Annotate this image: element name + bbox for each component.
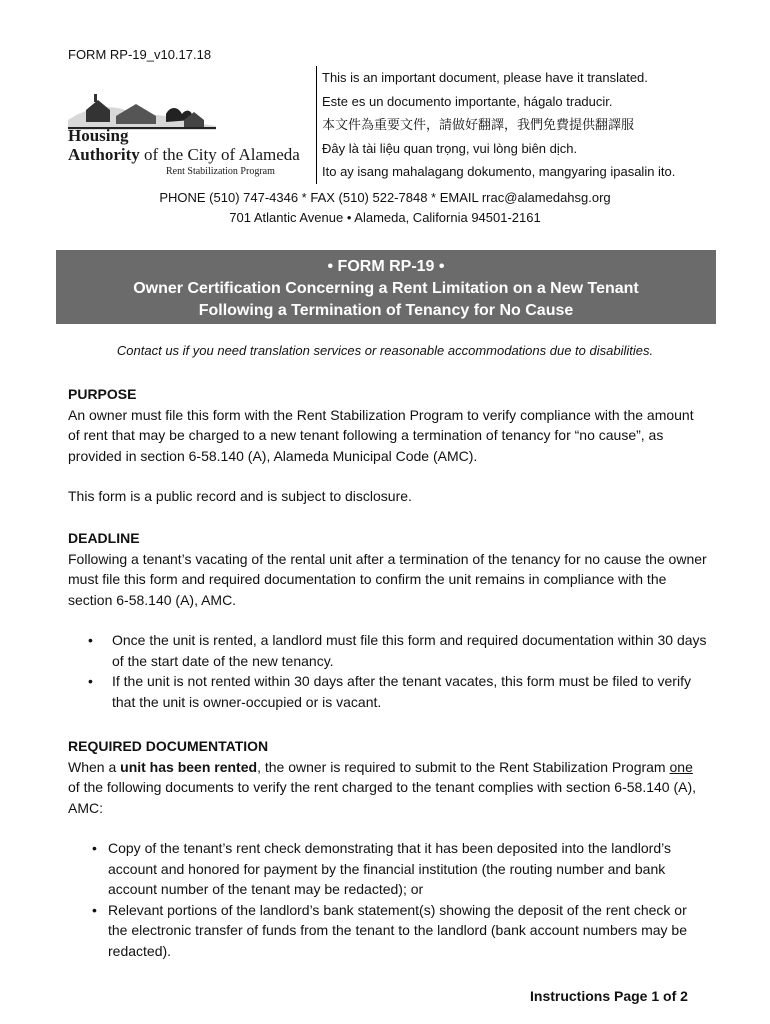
intro-text-underline: one: [669, 758, 693, 775]
translation-english: This is an important document, please have it translated.: [322, 70, 648, 85]
deadline-heading: DEADLINE: [68, 530, 140, 546]
bullet-icon: •: [92, 901, 97, 918]
list-item-text: Relevant portions of the landlord’s bank statement(s) showing the deposit of the rent check or the electronic transfer of funds from the tenant to the landlord (bank account numbers may be redacted).: [108, 901, 687, 959]
list-item: [68, 900, 708, 962]
public-record-text: This form is a public record and is subject to disclosure.: [68, 488, 412, 504]
org-program-name: Rent Stabilization Program: [166, 166, 275, 177]
form-title-line2: Following a Termination of Tenancy for No Cause: [198, 302, 574, 319]
intro-text-b: , the owner is required to submit to the Rent Stabilization Program: [257, 758, 670, 775]
required-docs-bullet-list: [68, 838, 708, 961]
bullet-icon: •: [88, 673, 93, 689]
list-item-text: If the unit is not rented within 30 days after the tenant vacates, this form must be filed to verify that the unit is owner-occupied or is vacant.: [112, 673, 691, 710]
list-item: [68, 838, 708, 900]
bullet-icon: •: [92, 840, 97, 856]
intro-text-c: of the following documents to verify the rent charged to the tenant complies with section 6-58.140 (A), AMC:: [68, 779, 697, 816]
contact-phone-fax-email: PHONE (510) 747-4346 * FAX (510) 522-7848 * EMAIL rrac@alamedahsg.org: [159, 190, 611, 205]
org-name-city: of the City of Alameda: [139, 145, 300, 164]
list-item-text: Once the unit is rented, a landlord must file this form and required documentation within 30 days of the start date of the new tenancy.: [112, 632, 707, 669]
translation-tagalog: Ito ay isang mahalagang dokumento, mangyaring ipasalin ito.: [322, 164, 676, 179]
list-item-text: Copy of the tenant’s rent check demonstrating that it has been deposited into the landlord’s account and honored for payment by the financial institution (the routing number and bank account number of the tenant may be redacted); or: [108, 840, 671, 897]
purpose-heading: PURPOSE: [68, 386, 137, 402]
contact-info: [0, 188, 770, 228]
purpose-section: [68, 384, 708, 507]
translation-chinese: 本文件為重要文件，請做好翻譯，我們免費提供翻譯服: [322, 117, 635, 132]
intro-text-a: When a: [68, 758, 121, 775]
org-name-line1: Housing: [68, 126, 129, 145]
accommodation-note: Contact us if you need translation services or reasonable accommodations due to disabilities.: [116, 343, 654, 358]
bullet-icon: •: [88, 632, 93, 648]
org-name-line2: [68, 145, 300, 165]
required-docs-section: [68, 736, 708, 961]
deadline-section: [68, 528, 708, 712]
form-code: FORM RP-19_v10.17.18: [68, 47, 212, 62]
translation-vietnamese: Đây là tài liệu quan trọng, vui lòng biên dịch.: [322, 140, 578, 156]
page-footer: Instructions Page 1 of 2: [530, 988, 688, 1004]
form-title-banner: [56, 250, 716, 324]
contact-address: 701 Atlantic Avenue • Alameda, California 94501-2161: [229, 210, 541, 225]
intro-text-bold: unit has been rented: [120, 758, 258, 775]
deadline-bullet-list: [68, 630, 708, 712]
form-title-line1: Owner Certification Concerning a Rent Limitation on a New Tenant: [133, 280, 639, 297]
translation-spanish: Este es un documento importante, hágalo traducir.: [322, 93, 613, 109]
required-docs-intro: [68, 757, 708, 819]
required-docs-heading: REQUIRED DOCUMENTATION: [68, 738, 269, 754]
list-item: [68, 671, 708, 712]
purpose-text: An owner must file this form with the Rent Stabilization Program to verify compliance with the amount of rent that may be charged to a new tenant following a termination of tenancy for “no cause”, as provided in section 6-58.140 (A), Alameda Municipal Code (AMC).: [68, 406, 694, 464]
org-name-authority: Authority: [68, 145, 140, 164]
deadline-text: Following a tenant’s vacating of the rental unit after a termination of the tenancy for no cause the owner must file this form and required documentation to confirm the unit remains in compliance with the section 6-58.140 (A), AMC.: [68, 550, 707, 608]
form-title-code: • FORM RP-19 •: [327, 258, 445, 275]
translation-notice: [316, 66, 722, 184]
list-item: [68, 630, 708, 671]
